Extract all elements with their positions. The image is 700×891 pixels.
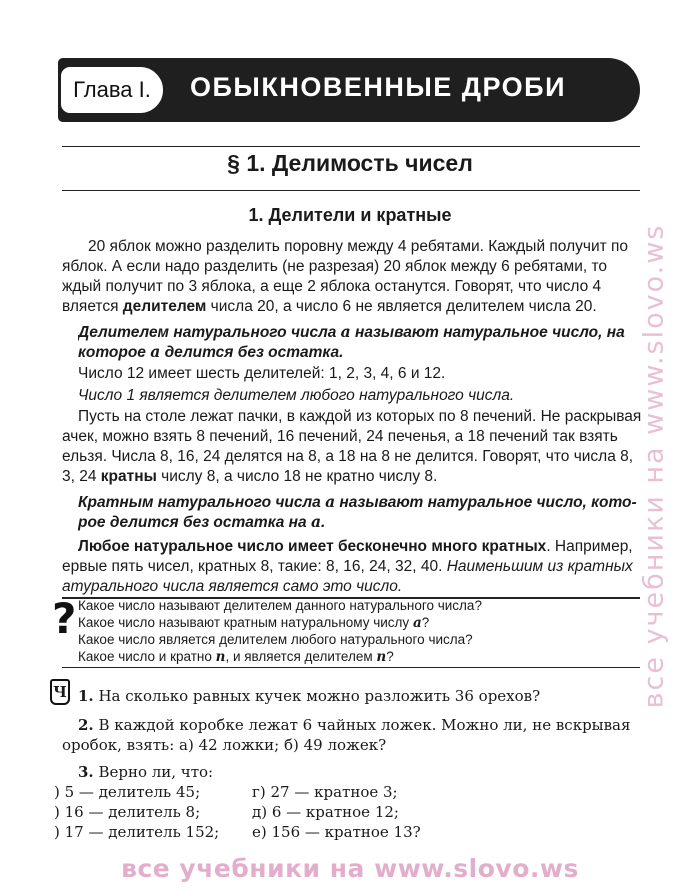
chapter-title: ОБЫКНОВЕННЫЕ ДРОБИ xyxy=(190,72,566,102)
paragraph-line: ельзя. Числа 8, 16, 24 делятся на 8, а 18 на 8 не делится. Говорят, что числа 8, xyxy=(62,448,634,465)
section-title: § 1. Делимость чисел xyxy=(227,150,473,176)
review-question: Какое число называют делителем данного натурального числа? xyxy=(78,598,482,613)
chapter-label: Глава I. xyxy=(58,64,166,116)
paragraph-line: Пусть на столе лежат пачки, в каждой из которых по 8 печений. Не раскрывая xyxy=(78,408,642,425)
paragraph-line: Число 12 имеет шесть делителей: 1, 2, 3, 4, 6 и 12. xyxy=(78,365,446,382)
exercise-3-item: г) 27 — кратное 3; xyxy=(252,783,398,801)
paragraph-line: вляется делителем числа 20, а число 6 не является делителем числа 20. xyxy=(62,298,597,315)
review-question: Какое число и кратно n, и является делителем n? xyxy=(78,649,394,665)
exercise-2: оробок, взять: а) 42 ложки; б) 49 ложек? xyxy=(62,736,387,754)
exercise-3-item: ) 5 — делитель 45; xyxy=(54,783,201,801)
definition-multiple: Кратным натурального числа a называют натуральное число, кото- xyxy=(78,492,637,511)
exercise-3-item: ) 17 — делитель 152; xyxy=(54,823,220,841)
questions-rule-bottom xyxy=(62,667,640,668)
exercise-3-item: ) 16 — делитель 8; xyxy=(54,803,201,821)
exercise-2: 2. В каждой коробке лежат 6 чайных ложек. Можно ли, не вскрывая xyxy=(78,716,631,734)
question-mark-icon: ? xyxy=(52,594,77,643)
paragraph-line: Число 1 является делителем любого натурального числа. xyxy=(78,387,515,404)
paragraph-line: ачек, можно взять 8 печений, 16 печений, 24 печенья, а 18 печений так взять xyxy=(62,428,618,445)
section-rule-bottom xyxy=(62,190,640,191)
definition-divisor: которое a делится без остатка. xyxy=(78,342,344,361)
paragraph-line: ждый получит по 3 яблока, а еще 2 яблока останутся. Говорят, что число 4 xyxy=(62,278,602,295)
paragraph-line: атурального числа является само это число. xyxy=(62,578,403,595)
exercise-1: 1. На сколько равных кучек можно разложить 36 орехов? xyxy=(78,687,541,705)
exercise-3-item: е) 156 — кратное 13? xyxy=(252,823,421,841)
subsection-title: 1. Делители и кратные xyxy=(248,205,452,225)
bottom-watermark: все учебники на www.slovo.ws xyxy=(121,854,579,883)
review-question: Какое число является делителем любого натурального числа? xyxy=(78,632,473,647)
section-rule-top xyxy=(62,146,640,147)
exercise-block-icon: Ч xyxy=(50,679,70,705)
definition-divisor: Делителем натурального числа a называют натуральное число, на xyxy=(78,322,625,341)
paragraph-line: Любое натуральное число имеет бесконечно много кратных. Например, xyxy=(78,538,633,555)
review-question: Какое число называют кратным натуральному числу a? xyxy=(78,615,430,631)
definition-multiple: рое делится без остатка на a. xyxy=(78,512,326,531)
paragraph-line: яблок. А если надо разделить (не разрезая) 20 яблок между 6 ребятами, то xyxy=(62,258,608,275)
exercise-3-item: д) 6 — кратное 12; xyxy=(252,803,399,821)
exercise-3: 3. Верно ли, что: xyxy=(78,763,214,781)
textbook-page: Глава I. ОБЫКНОВЕННЫЕ ДРОБИ § 1. Делимость чисел 1. Делители и кратные 20 яблок можно разделить поровну между 4 ребятами. Каждый получит по яблок. А если надо разделить (не разрезая) 20 яблок между 6 ребятами, то ждый получит по 3 яблока, а еще 2 яблока останутся. Говорят, что число 4 вляется делителем числа 20, а число 6 не является делителем числа 20. Делителем натурального числа a называют натуральное число, на которое a делится без остатка. Число 12 имеет шесть делителей: 1, 2, 3, 4, 6 и 12. Число 1 является делителем любого натурального числа. Пусть на столе лежат пачки, в каждой из которых по 8 печений. Не раскрывая ачек, можно взять 8 печений, 16 печений, 24 печенья, а 18 печений так взять ельзя. Числа 8, 16, 24 делятся на 8, а 18 на 8 не делится. Говорят, что числа 8, 3, 24 кратны числу 8, а число 18 не кратно числу 8. Кратным натурального числа a называют натуральное число, кото- рое делится без остатка на a. Любое натуральное число имеет бесконечно много кратных. Например, ервые пять чисел, кратных 8, такие: 8, 16, 24, 32, 40. Наименьшим из кратных атурального числа является само это число. ? Какое число называют делителем данного натурального числа? Какое число называют кратным натуральному числу a? Какое число является делителем любого натурального числа? Какое число и кратно n, и является делителем n? Ч 1. На сколько равных кучек можно разложить 36 орехов? 2. В каждой коробке лежат 6 чайных ложек. Можно ли, не вскрывая оробок, взять: а) 42 ложки; б) 49 ложек? 3. Верно ли, что: ) 5 — делитель 45; г) 27 — кратное 3; ) 16 — делитель 8; д) 6 — кратное 12; ) 17 — делитель 152; е) 156 — кратное 13? все учебники на www.slovo.ws все учебники на www.slovo.ws xyxy=(0,0,700,891)
paragraph-line: ервые пять чисел, кратных 8, такие: 8, 16, 24, 32, 40. Наименьшим из кратных xyxy=(62,558,633,575)
paragraph-line: 3, 24 кратны числу 8, а число 18 не кратно числу 8. xyxy=(62,468,438,485)
paragraph-line: 20 яблок можно разделить поровну между 4 ребятами. Каждый получит по xyxy=(88,238,629,255)
